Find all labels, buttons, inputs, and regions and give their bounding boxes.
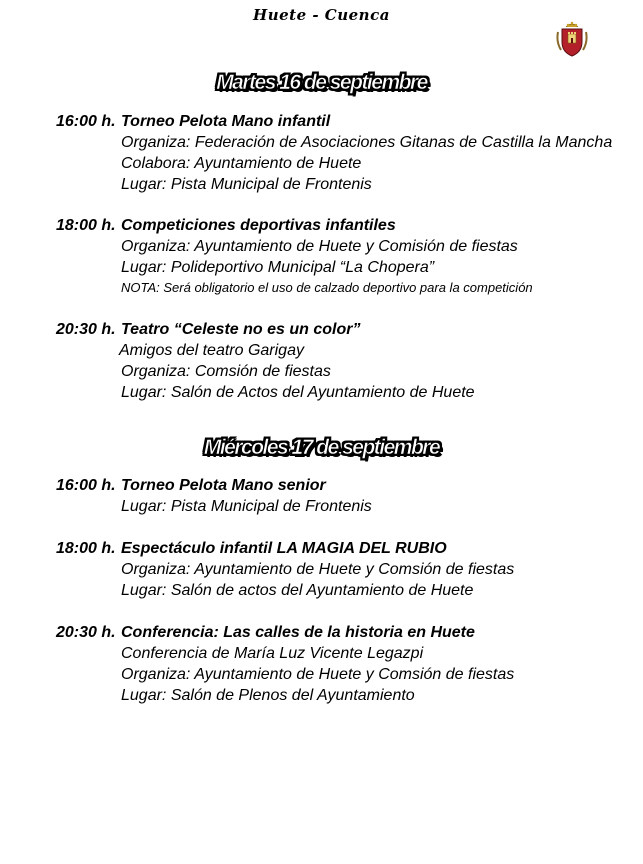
event-item — [56, 622, 636, 706]
event-time: 20:30 h. — [56, 624, 116, 641]
event-time: 20:30 h. — [56, 321, 116, 338]
event-detail: Lugar: Salón de Plenos del Ayuntamiento — [121, 687, 415, 704]
event-note: NOTA: Será obligatorio el uso de calzado deportivo para la competición — [121, 280, 533, 295]
event-title: Conferencia: Las calles de la historia en Huete — [121, 624, 475, 641]
event-detail: Lugar: Polideportivo Municipal “La Chopera” — [121, 259, 435, 276]
event-detail: Amigos del teatro Garigay — [119, 342, 304, 359]
event-title: Torneo Pelota Mano infantil — [121, 113, 331, 130]
day-heading: Miércoles 17 de septiembre — [203, 436, 440, 459]
event-item — [56, 538, 636, 601]
event-header — [56, 538, 636, 559]
event-detail: Organiza: Federación de Asociaciones Gitanas de Castilla la Mancha — [121, 134, 613, 151]
event-item — [56, 215, 636, 297]
event-header — [56, 215, 636, 236]
event-detail: Organiza: Ayuntamiento de Huete y Comisión de fiestas — [121, 238, 518, 255]
event-detail: Organiza: Comsión de fiestas — [121, 363, 331, 380]
event-detail: Lugar: Pista Municipal de Frontenis — [121, 176, 372, 193]
event-detail: Conferencia de María Luz Vicente Legazpi — [121, 645, 424, 662]
event-detail: Lugar: Salón de actos del Ayuntamiento de Huete — [121, 582, 474, 599]
event-detail: Lugar: Salón de Actos del Ayuntamiento de Huete — [121, 384, 475, 401]
event-time: 18:00 h. — [56, 217, 116, 234]
event-title: Competiciones deportivas infantiles — [121, 217, 396, 234]
coat-of-arms-icon — [556, 20, 588, 58]
event-time: 18:00 h. — [56, 540, 116, 557]
header-title: Huete - Cuenca — [253, 6, 390, 24]
event-header — [56, 319, 636, 340]
day-heading: Martes 16 de septiembre — [216, 71, 427, 94]
event-item — [56, 111, 636, 195]
event-time: 16:00 h. — [56, 113, 116, 130]
event-time: 16:00 h. — [56, 477, 116, 494]
event-item — [56, 319, 636, 403]
event-title: Teatro “Celeste no es un color” — [121, 321, 361, 338]
event-title: Espectáculo infantil LA MAGIA DEL RUBIO — [121, 540, 447, 557]
event-detail: Organiza: Ayuntamiento de Huete y Comsión de fiestas — [121, 561, 515, 578]
event-detail: Lugar: Pista Municipal de Frontenis — [121, 498, 372, 515]
event-title: Torneo Pelota Mano senior — [121, 477, 326, 494]
event-detail: Organiza: Ayuntamiento de Huete y Comsión de fiestas — [121, 666, 515, 683]
event-item — [56, 475, 636, 517]
event-header — [56, 622, 636, 643]
event-detail: Colabora: Ayuntamiento de Huete — [121, 155, 362, 172]
event-header — [56, 475, 636, 496]
event-header — [56, 111, 636, 132]
